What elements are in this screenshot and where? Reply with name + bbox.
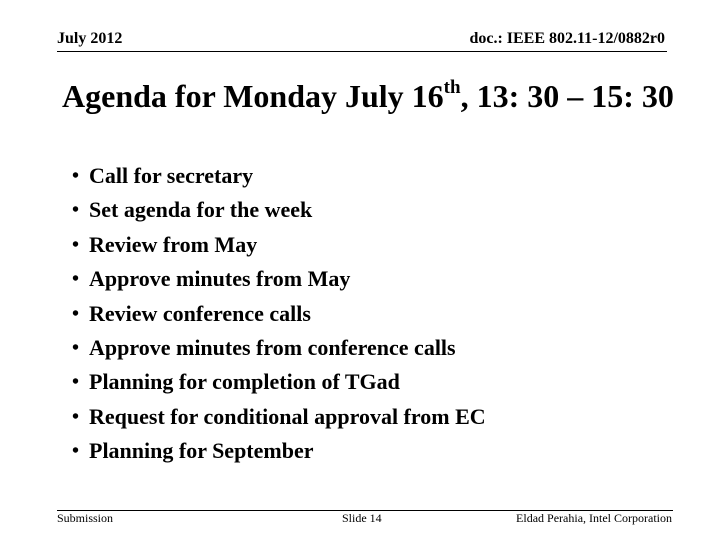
- agenda-item: [72, 434, 486, 468]
- agenda-item: [72, 331, 486, 365]
- title-prefix: Agenda for Monday July 16: [62, 78, 444, 114]
- agenda-item: [72, 228, 486, 262]
- agenda-item-text: Planning for completion of TGad: [89, 369, 400, 395]
- agenda-item-text: Approve minutes from May: [89, 266, 351, 292]
- agenda-item: [72, 400, 486, 434]
- header-doc-id: doc.: IEEE 802.11-12/0882r0: [469, 30, 665, 47]
- agenda-list: [72, 159, 486, 469]
- bullet-icon: •: [72, 405, 80, 428]
- header-date: July 2012: [57, 30, 123, 47]
- footer-slide-number: Slide 14: [342, 511, 382, 525]
- title-superscript: th: [443, 77, 461, 99]
- agenda-item-text: Review from May: [89, 231, 258, 257]
- agenda-item-text: Call for secretary: [89, 163, 254, 188]
- footer-submission: Submission: [57, 511, 114, 525]
- bullet-icon: •: [72, 233, 80, 256]
- bullet-icon: •: [72, 371, 80, 394]
- bullet-icon: •: [72, 302, 80, 325]
- agenda-item-text: Set agenda for the week: [89, 197, 313, 223]
- slide-title: [62, 76, 674, 116]
- agenda-item: [72, 193, 486, 227]
- agenda-item-text: Request for conditional approval from EC: [89, 403, 486, 429]
- bullet-icon: •: [72, 336, 80, 359]
- agenda-item: [72, 262, 486, 296]
- agenda-item-text: Planning for September: [89, 438, 314, 464]
- bullet-icon: •: [72, 268, 80, 291]
- header-divider: [57, 51, 667, 52]
- bullet-icon: •: [72, 440, 80, 463]
- title-suffix: , 13: 30 – 15: 30: [460, 78, 674, 114]
- agenda-item: [72, 365, 486, 399]
- bullet-icon: •: [72, 199, 80, 222]
- bullet-icon: •: [72, 165, 80, 187]
- agenda-item-text: Approve minutes from conference calls: [89, 334, 456, 360]
- footer-author: Eldad Perahia, Intel Corporation: [516, 511, 672, 525]
- agenda-item: [72, 297, 486, 331]
- agenda-item-text: Review conference calls: [89, 300, 311, 326]
- agenda-item: [72, 159, 486, 193]
